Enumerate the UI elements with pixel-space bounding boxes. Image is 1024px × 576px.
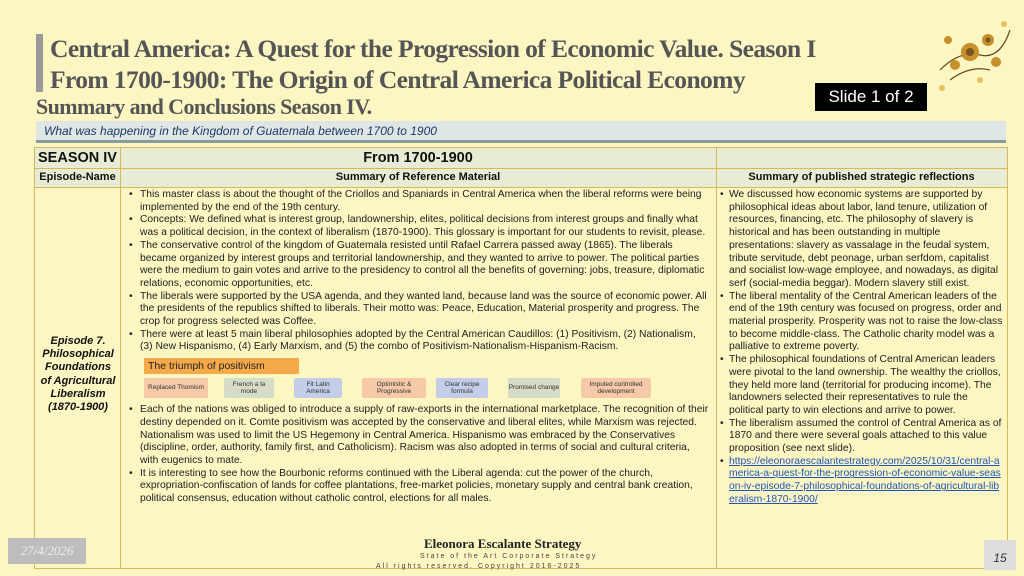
chip-fit-latin-america: Fit Latin America: [294, 378, 342, 398]
summary-table: [34, 147, 1008, 569]
reference-list-bottom: [126, 404, 710, 506]
episode-column-header: Episode-Name: [35, 168, 120, 187]
footer-tagline: State of the Art Corporate Strategy: [420, 553, 598, 560]
reference-cell: [120, 187, 716, 568]
blank-header: [716, 148, 1007, 168]
list-item: • We discussed how economic systems are supported by philosophical ideas about labor, land tenure, utilization of resources, financing, etc. The philosophy of slavery is historical and has been outstanding in multiple presentations: slavery as vassalage in the feudal system, tribute servitude, debt peonage, urban serfdom, capitalist and socialist low-wage employee, and nowadays, as digital serf (social-media beggar). Modern slavery still exist.: [719, 189, 1003, 291]
date-box: 27/4/2026: [8, 538, 86, 564]
footer-brand: Eleonora Escalante Strategy: [424, 536, 582, 551]
season-header: SEASON IV: [35, 148, 120, 168]
question-banner: [36, 121, 1006, 143]
list-item: • The liberal mentality of the Central American leaders of the end of the 19th century was focused on progress, order and material prosperity. Prosperity was not to raise the low-class to become middle-class. The Catholic charity model was a palliative to extreme poverty.: [719, 291, 1003, 355]
list-item: • The conservative control of the kingdom of Guatemala resisted until Rafael Carrera passed away (1865). The liberals became organized by interest groups and territorial landownership, and they wanted to arrive to power. The political parties were the medium to gain votes and arrive to the presidency to control all the benefits of governing: jobs, treasure, diplomatic relations, economic opportunities, etc.: [126, 240, 710, 291]
column-divider: [120, 148, 121, 568]
title-accent-bar: [36, 34, 43, 92]
episode-link[interactable]: https://eleonoraescalantestrategy.com/2025/10/31/central-america-a-quest-for-the-progression-of-economic-value-season-iv-episode-7-philosophical-foundations-of-agricultural-liberalism-1870-1900/: [729, 455, 1001, 505]
list-item: • Each of the nations was obliged to introduce a supply of raw-exports in the international marketplace. The recognition of their destiny depended on it. Comte positivism was accepted by the conservative and liberal elites, while Marxism was rejected. Nationalism was used to limit the US Hegemony in Central America. Hispanismo was embraced by the Conservatives (discipline, order, authority, family first, and Catholicism). Racism was also adopted in terms of social and cultural criteria, with eugenics to mate.: [126, 404, 710, 468]
reflections-list: [719, 189, 1003, 507]
row-divider: [35, 168, 1007, 169]
column-divider: [716, 148, 717, 568]
chip-optimistic-progressive: Optimistic & Progressive: [362, 378, 426, 398]
chip-promised-change: Promised change: [508, 378, 560, 398]
positivism-chips: [126, 378, 710, 402]
page-title: [50, 33, 816, 95]
reflections-cell: [716, 187, 1007, 568]
list-item: • The philosophical foundations of Central American leaders were pivotal to the land ownership. The wealthy the criollos, they held more land (territorial for producing income). The landowners selected their representatives to rule the political party to win elections and arrive to power.: [719, 354, 1003, 418]
slide-badge: Slide 1 of 2: [815, 83, 927, 111]
episode-cell: [35, 187, 120, 568]
episode-name: Episode 7. Philosophical Foundations of Agricultural Liberalism (1870-1900): [40, 335, 116, 414]
reflections-column-header: Summary of published strategic reflections: [716, 168, 1007, 187]
list-item: • There were at least 5 main liberal philosophies adopted by the Central American Caudillos: (1) Positivism, (2) Nationalism, (3) New Hispanismo, (4) Early Marxism, and (5) the combo of Positivism-Nationalism-Hispanism-Racism.: [126, 329, 710, 354]
triumph-label: The triumph of positivism: [144, 358, 299, 374]
chip-clear-recipe-formula: Clear recipe formula: [436, 378, 488, 398]
list-item: • The liberalism assumed the control of Central America as of 1870 and there were several goals attached to this value proposition (see next slide).: [719, 418, 1003, 456]
reference-list-top: [126, 189, 710, 354]
period-header: From 1700-1900: [120, 148, 716, 168]
page-number: 15: [984, 540, 1016, 570]
question-text: What was happening in the Kingdom of Guatemala between 1700 to 1900: [44, 124, 437, 138]
list-item: • The liberals were supported by the USA agenda, and they wanted land, because land was the source of economic power. All the presidents of the republics shifted to liberals. Their motto was: Peace, Education, Material prosperity and progress. The crop for progress selected was Coffee.: [126, 291, 710, 329]
chip-french-a-la-mode: French a la mode: [224, 378, 274, 398]
floral-logo-icon: [930, 10, 1016, 96]
reference-column-header: Summary of Reference Material: [120, 168, 716, 187]
list-item: [719, 456, 1003, 507]
list-item: • It is interesting to see how the Bourbonic reforms continued with the Liberal agenda: cut the power of the church, expropriation-confiscation of lands for coffee plantations, free-market policies, monetary supply and central bank creation, political consensus, education without catholic control, elections for all males.: [126, 468, 710, 506]
title-line-2: From 1700-1900: The Origin of Central America Political Economy: [50, 65, 745, 94]
list-item: • Concepts: We defined what is interest group, landownership, elites, political decisions from interest groups and finally what was a political decision, in the context of liberalism (1870-1900). This glossary is important for our students to revisit, please.: [126, 214, 710, 239]
chip-replaced-thomism: Replaced Thomism: [144, 378, 208, 398]
title-line-1: Central America: A Quest for the Progression of Economic Value. Season I: [50, 34, 816, 63]
page-subtitle: Summary and Conclusions Season IV.: [36, 94, 372, 119]
footer-copyright: All rights reserved. Copyright 2016-2025: [376, 563, 582, 570]
list-item: • This master class is about the thought of the Criollos and Spaniards in Central America when the liberal reforms were being implemented by the end of the 19th century.: [126, 189, 710, 214]
row-divider: [35, 187, 1007, 188]
chip-impuled-controlled-development: Impuled controlled development: [581, 378, 651, 398]
